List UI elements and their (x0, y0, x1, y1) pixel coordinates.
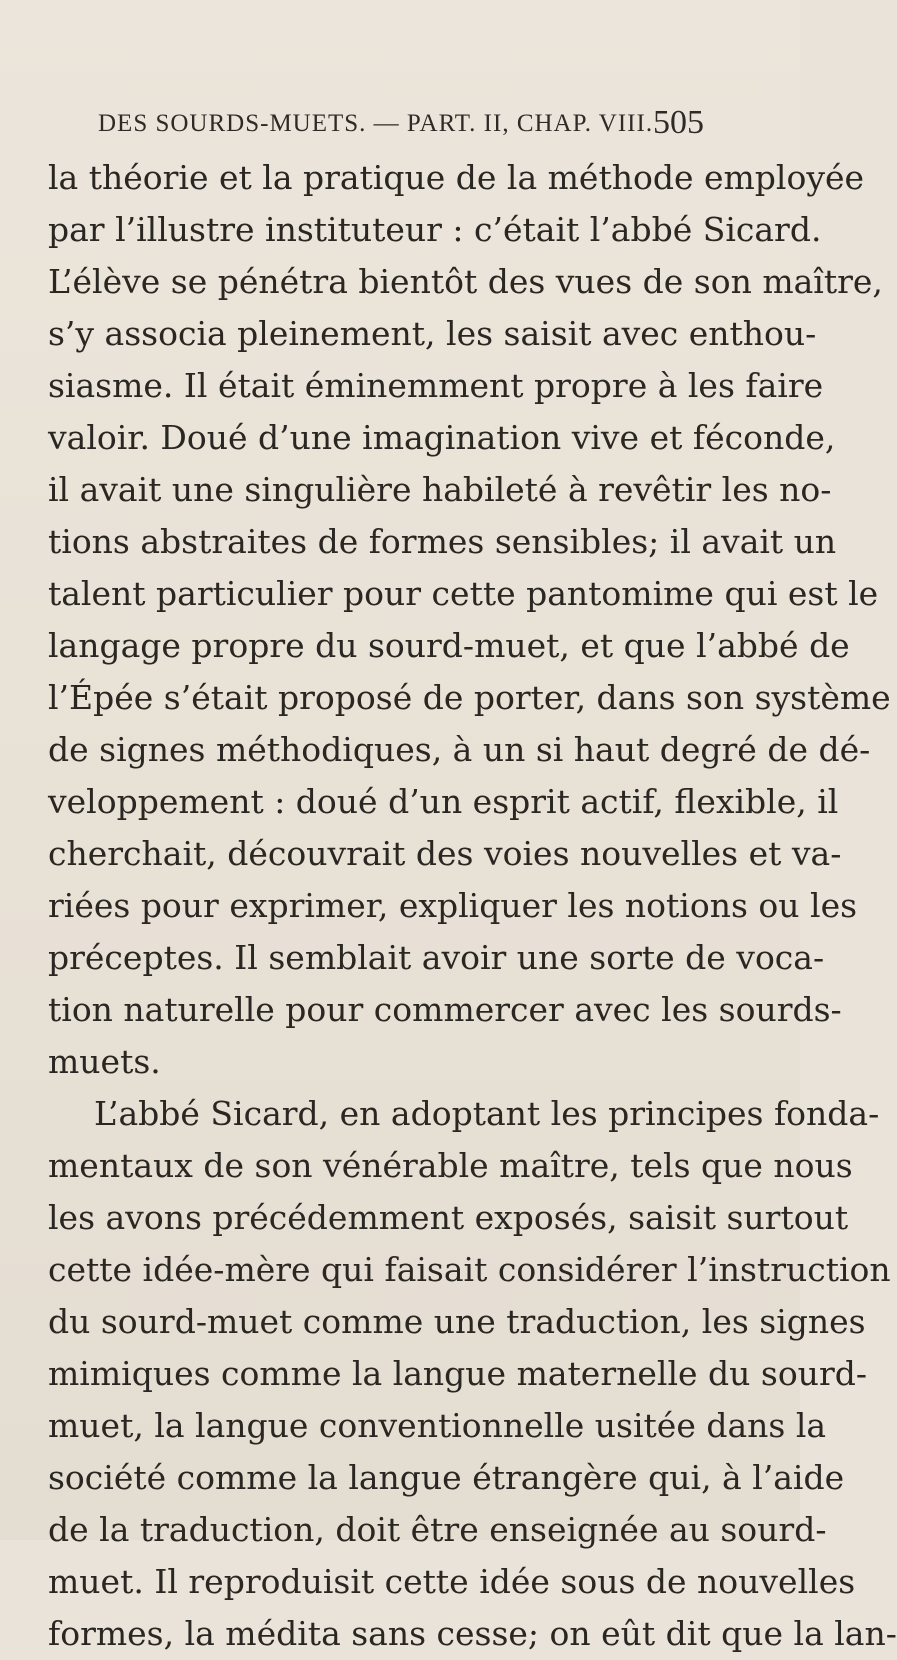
text-line: tion naturelle pour commercer avec les sourds- (48, 990, 842, 1029)
text-line: du sourd-muet comme une traduction, les signes (48, 1302, 866, 1341)
text-line: les avons précédemment exposés, saisit surtout (48, 1198, 849, 1237)
text-line: l’Épée s’était proposé de porter, dans son système (48, 678, 891, 717)
text-line: mimiques comme la langue maternelle du sourd- (48, 1354, 867, 1393)
text-line: par l’illustre instituteur : c’était l’abbé Sicard. (48, 210, 822, 249)
text-line: valoir. Doué d’une imagination vive et féconde, (48, 418, 836, 457)
body-text (48, 152, 897, 1660)
text-line: formes, la médita sans cesse; on eût dit que la lan- (48, 1614, 897, 1653)
text-line: muet. Il reproduisit cette idée sous de nouvelles (48, 1562, 856, 1601)
text-line: tions abstraites de formes sensibles; il avait un (48, 522, 837, 561)
text-line: siasme. Il était éminemment propre à les faire (48, 366, 824, 405)
text-line: préceptes. Il semblait avoir une sorte de voca- (48, 938, 825, 977)
text-line: il avait une singulière habileté à revêtir les no- (48, 470, 832, 509)
text-line: société comme la langue étrangère qui, à l’aide (48, 1458, 845, 1497)
text-line: muet, la langue conventionnelle usitée dans la (48, 1406, 827, 1445)
text-line: la théorie et la pratique de la méthode employée (48, 158, 865, 197)
text-line: talent particulier pour cette pantomime qui est le (48, 574, 879, 613)
running-head (98, 104, 778, 150)
paragraph-first-line: L’abbé Sicard, en adoptant les principes fonda- (94, 1094, 880, 1133)
text-line: cette idée-mère qui faisait considérer l’instruction (48, 1250, 891, 1289)
text-line: veloppement : doué d’un esprit actif, flexible, il (48, 782, 839, 821)
text-line: de la traduction, doit être enseignée au sourd- (48, 1510, 827, 1549)
text-line: riées pour exprimer, expliquer les notions ou les (48, 886, 858, 925)
text-line: s’y associa pleinement, les saisit avec enthou- (48, 314, 817, 353)
paragraph-end-line: muets. (48, 1042, 161, 1081)
page-number: 505 (653, 104, 704, 141)
running-title: DES SOURDS-MUETS. — PART. II, CHAP. VIII. (98, 110, 654, 137)
text-line: langage propre du sourd-muet, et que l’abbé de (48, 626, 850, 665)
text-line: de signes méthodiques, à un si haut degré de dé- (48, 730, 871, 769)
text-line: cherchait, découvrait des voies nouvelles et va- (48, 834, 842, 873)
text-line: mentaux de son vénérable maître, tels que nous (48, 1146, 853, 1185)
text-line: L’élève se pénétra bientôt des vues de son maître, (48, 262, 883, 301)
